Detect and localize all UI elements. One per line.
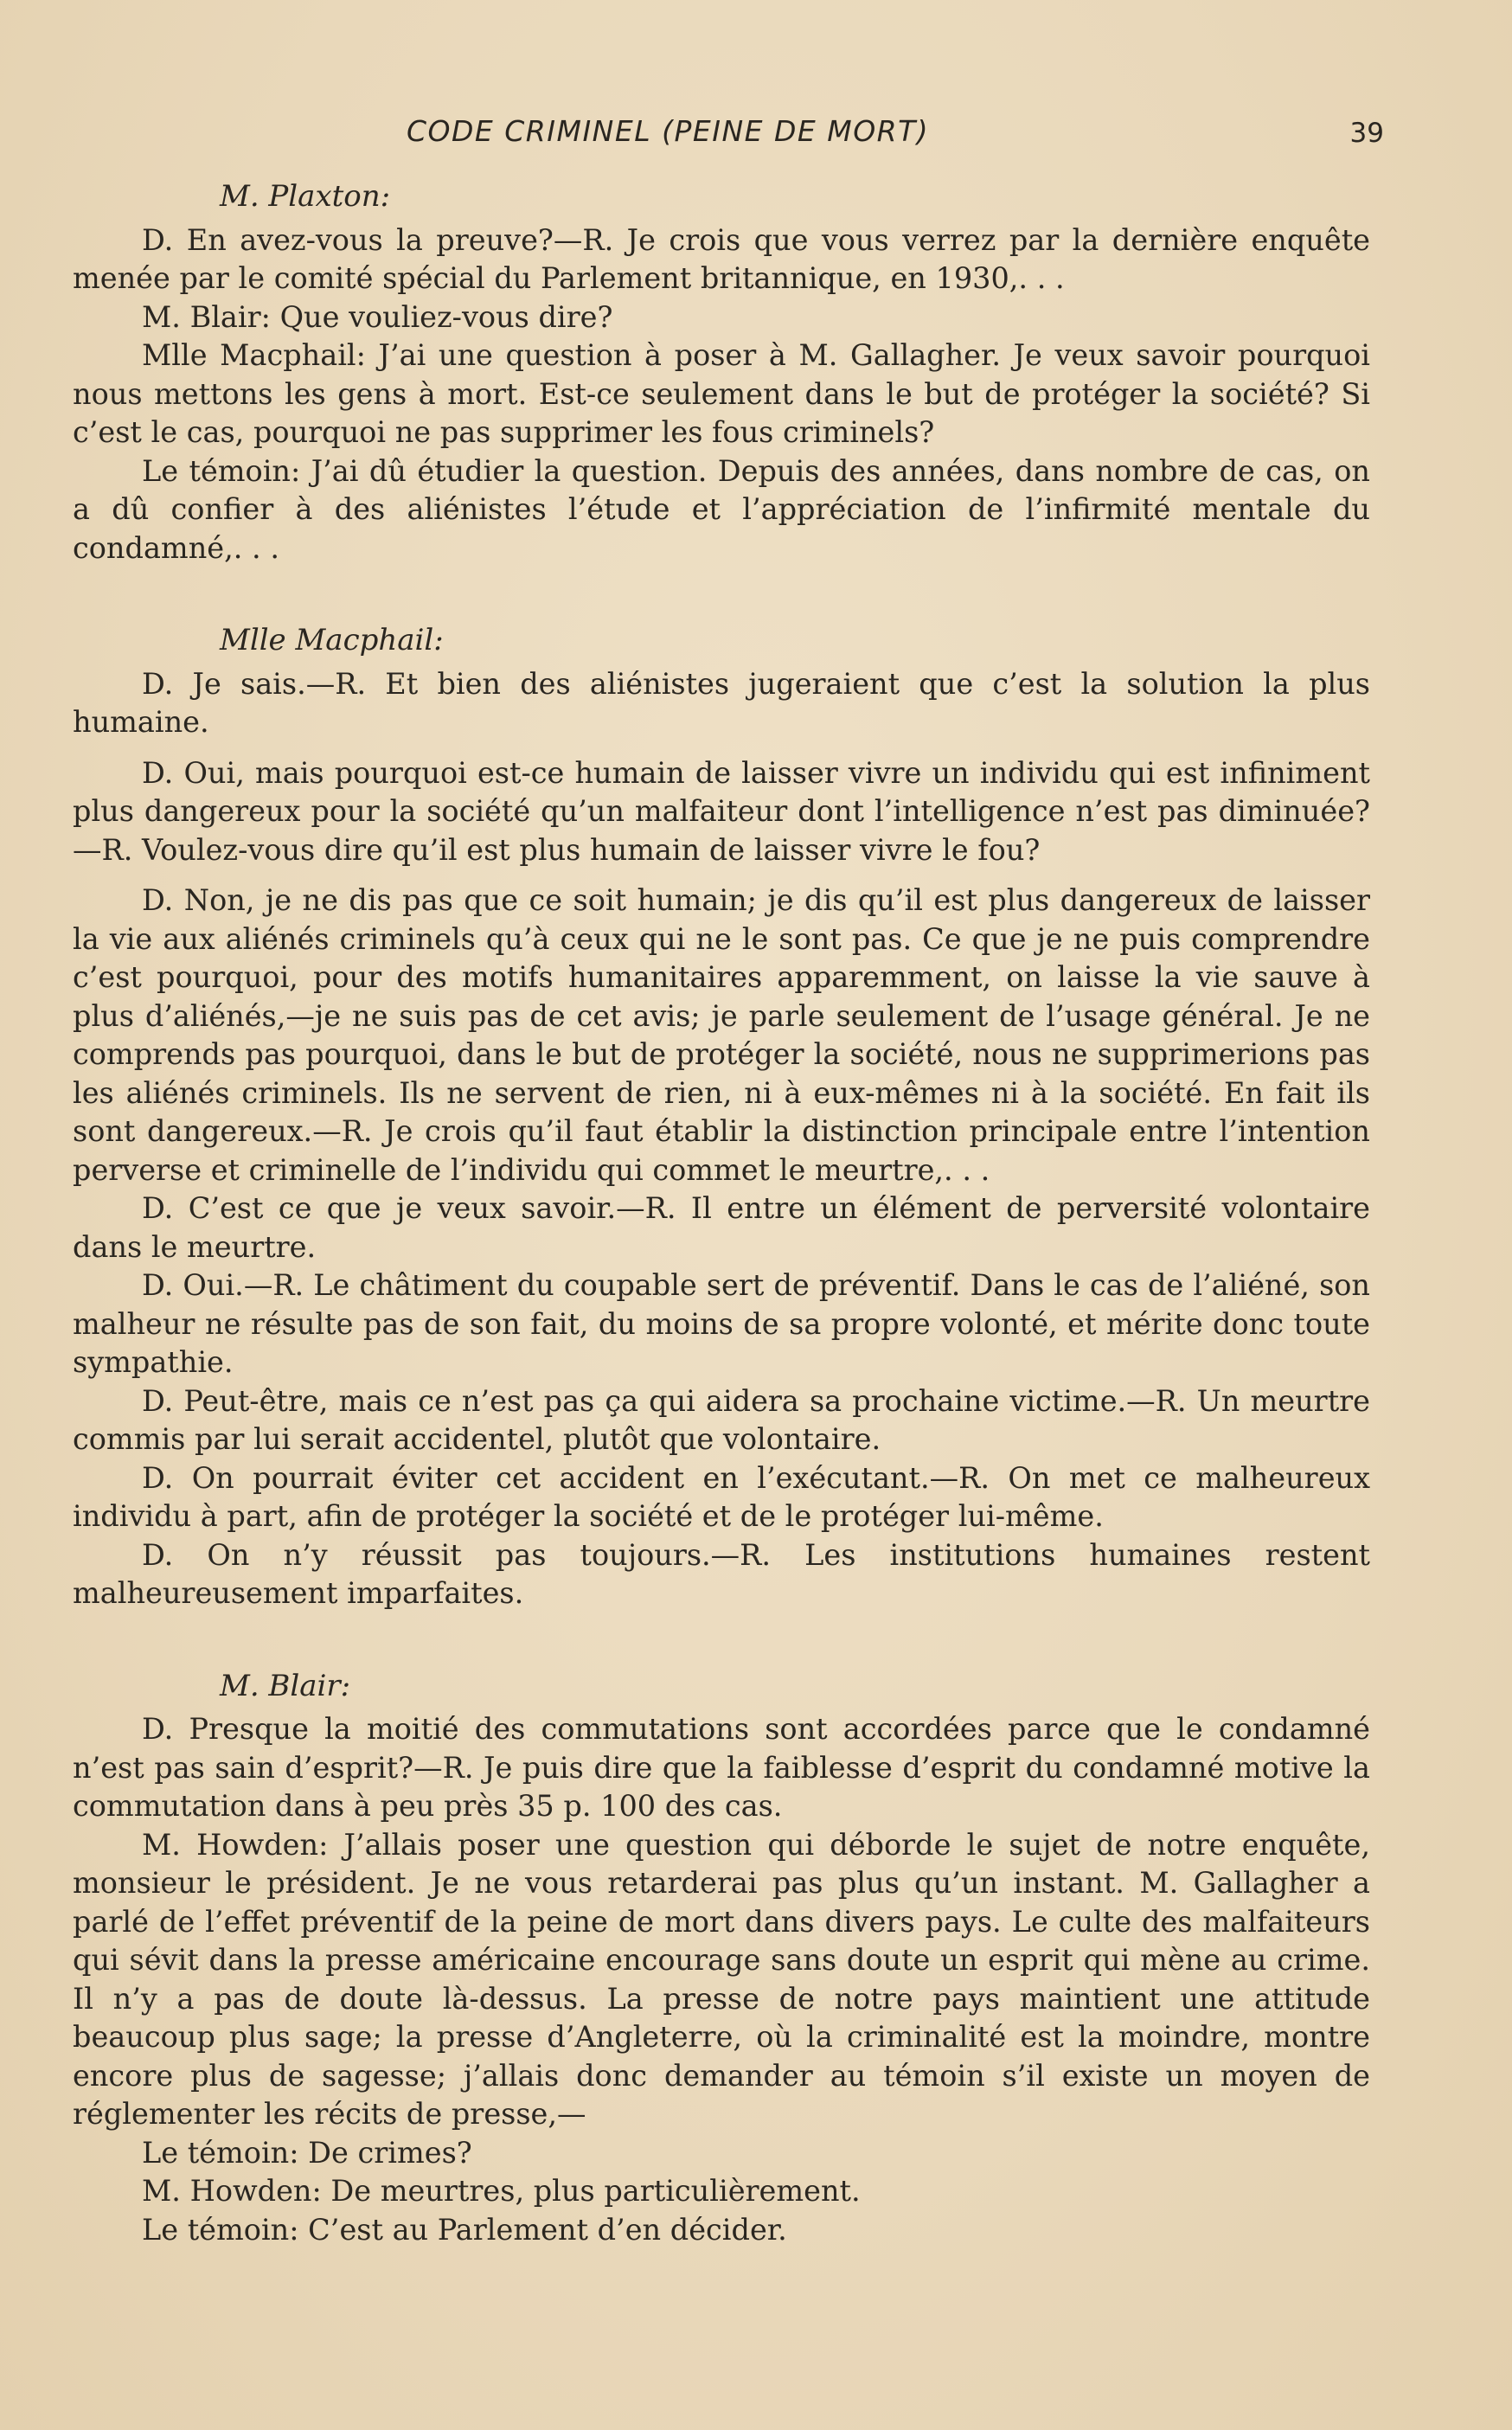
paragraph: D. Je sais.—R. Et bien des aliénistes jugeraient que c’est la solution la plus humaine. bbox=[73, 666, 1370, 739]
paragraph: M. Blair: Que vouliez-vous dire? bbox=[142, 299, 613, 334]
paragraph: Le témoin: C’est au Parlement d’en décider. bbox=[142, 2212, 787, 2247]
paragraph: Le témoin: J’ai dû étudier la question. Depuis des années, dans nombre de cas, on a dû confier à des aliénistes l’étude et l’appréciation de l’infirmité mentale du condamné,. . . bbox=[73, 453, 1370, 565]
body-text bbox=[73, 177, 1370, 2249]
section-spacer bbox=[73, 567, 1370, 621]
paragraph: D. Oui, mais pourquoi est-ce humain de laisser vivre un individu qui est infiniment plus dangereux pour la société qu’un malfaiteur dont l’intelligence n’est pas diminuée?—R. Voulez-vous dire qu’il est plus humain de laisser vivre le fou? bbox=[73, 755, 1370, 867]
paragraph: D. C’est ce que je veux savoir.—R. Il entre un élément de perversité volontaire dans le meurtre. bbox=[73, 1191, 1370, 1264]
speaker-heading: M. Blair: bbox=[220, 1668, 351, 1703]
paragraph: D. Peut-être, mais ce n’est pas ça qui aidera sa prochaine victime.—R. Un meurtre commis par lui serait accidentel, plutôt que volontaire. bbox=[73, 1383, 1370, 1456]
paragraph-spacer bbox=[73, 869, 1370, 882]
paragraph: D. Presque la moitié des commutations sont accordées parce que le condamné n’est pas sain d’esprit?—R. Je puis dire que la faiblesse d’esprit du condamné motive la commutation dans à peu près 35 p. 100 des cas. bbox=[73, 1712, 1370, 1823]
paragraph: Le témoin: De crimes? bbox=[142, 2135, 472, 2170]
speaker-heading: Mlle Macphail: bbox=[220, 623, 444, 657]
page-header bbox=[407, 114, 1384, 157]
speaker-heading: M. Plaxton: bbox=[220, 179, 391, 214]
running-head: CODE CRIMINEL (PEINE DE MORT) bbox=[407, 114, 930, 148]
paragraph: Mlle Macphail: J’ai une question à poser à M. Gallagher. Je veux savoir pourquoi nous mettons les gens à mort. Est-ce seulement dans le but de protéger la société? Si c’est le cas, pourquoi ne pas supprimer les fous criminels? bbox=[73, 338, 1370, 449]
paragraph: D. En avez-vous la preuve?—R. Je crois que vous verrez par la dernière enquête menée par le comité spécial du Parlement britannique, en 1930,. . . bbox=[73, 222, 1370, 295]
paragraph: D. On pourrait éviter cet accident en l’exécutant.—R. On met ce malheureux individu à part, afin de protéger la société et de le protéger lui-même. bbox=[73, 1460, 1370, 1533]
page-number: 39 bbox=[1349, 118, 1384, 149]
paragraph: M. Howden: De meurtres, plus particulièrement. bbox=[142, 2174, 861, 2208]
paragraph: D. Oui.—R. Le châtiment du coupable sert de préventif. Dans le cas de l’aliéné, son malheur ne résulte pas de son fait, du moins de sa propre volonté, et mérite donc toute sympathie. bbox=[73, 1268, 1370, 1379]
section-spacer bbox=[73, 1613, 1370, 1667]
paragraph: M. Howden: J’allais poser une question qui déborde le sujet de notre enquête, monsieur le président. Je ne vous retarderai pas plus qu’un instant. M. Gallagher a parlé de l’effet préventif de la peine de mort dans divers pays. Le culte des malfaiteurs qui sévit dans la presse américaine encourage sans doute un esprit qui mène au crime. Il n’y a pas de doute là-dessus. La presse de notre pays maintient une attitude beaucoup plus sage; la presse d’Angleterre, où la criminalité est la moindre, montre encore plus de sagesse; j’allais donc demander au témoin s’il existe un moyen de réglementer les récits de presse,— bbox=[73, 1827, 1370, 2131]
paragraph: D. Non, je ne dis pas que ce soit humain; je dis qu’il est plus dangereux de laisser la vie aux aliénés criminels qu’à ceux qui ne le sont pas. Ce que je ne puis comprendre c’est pourquoi, pour des motifs humanitaires apparemment, on laisse la vie sauve à plus d’aliénés,—je ne suis pas de cet avis; je parle seulement de l’usage général. Je ne comprends pas pourquoi, dans le but de protéger la société, nous ne supprimerions pas les aliénés criminels. Ils ne servent de rien, ni à eux-mêmes ni à la société. En fait ils sont dangereux.—R. Je crois qu’il faut établir la distinction principale entre l’intention perverse et criminelle de l’individu qui commet le meurtre,. . . bbox=[73, 883, 1370, 1187]
paragraph: D. On n’y réussit pas toujours.—R. Les institutions humaines restent malheureusement imparfaites. bbox=[73, 1537, 1370, 1610]
paragraph-spacer bbox=[73, 742, 1370, 754]
